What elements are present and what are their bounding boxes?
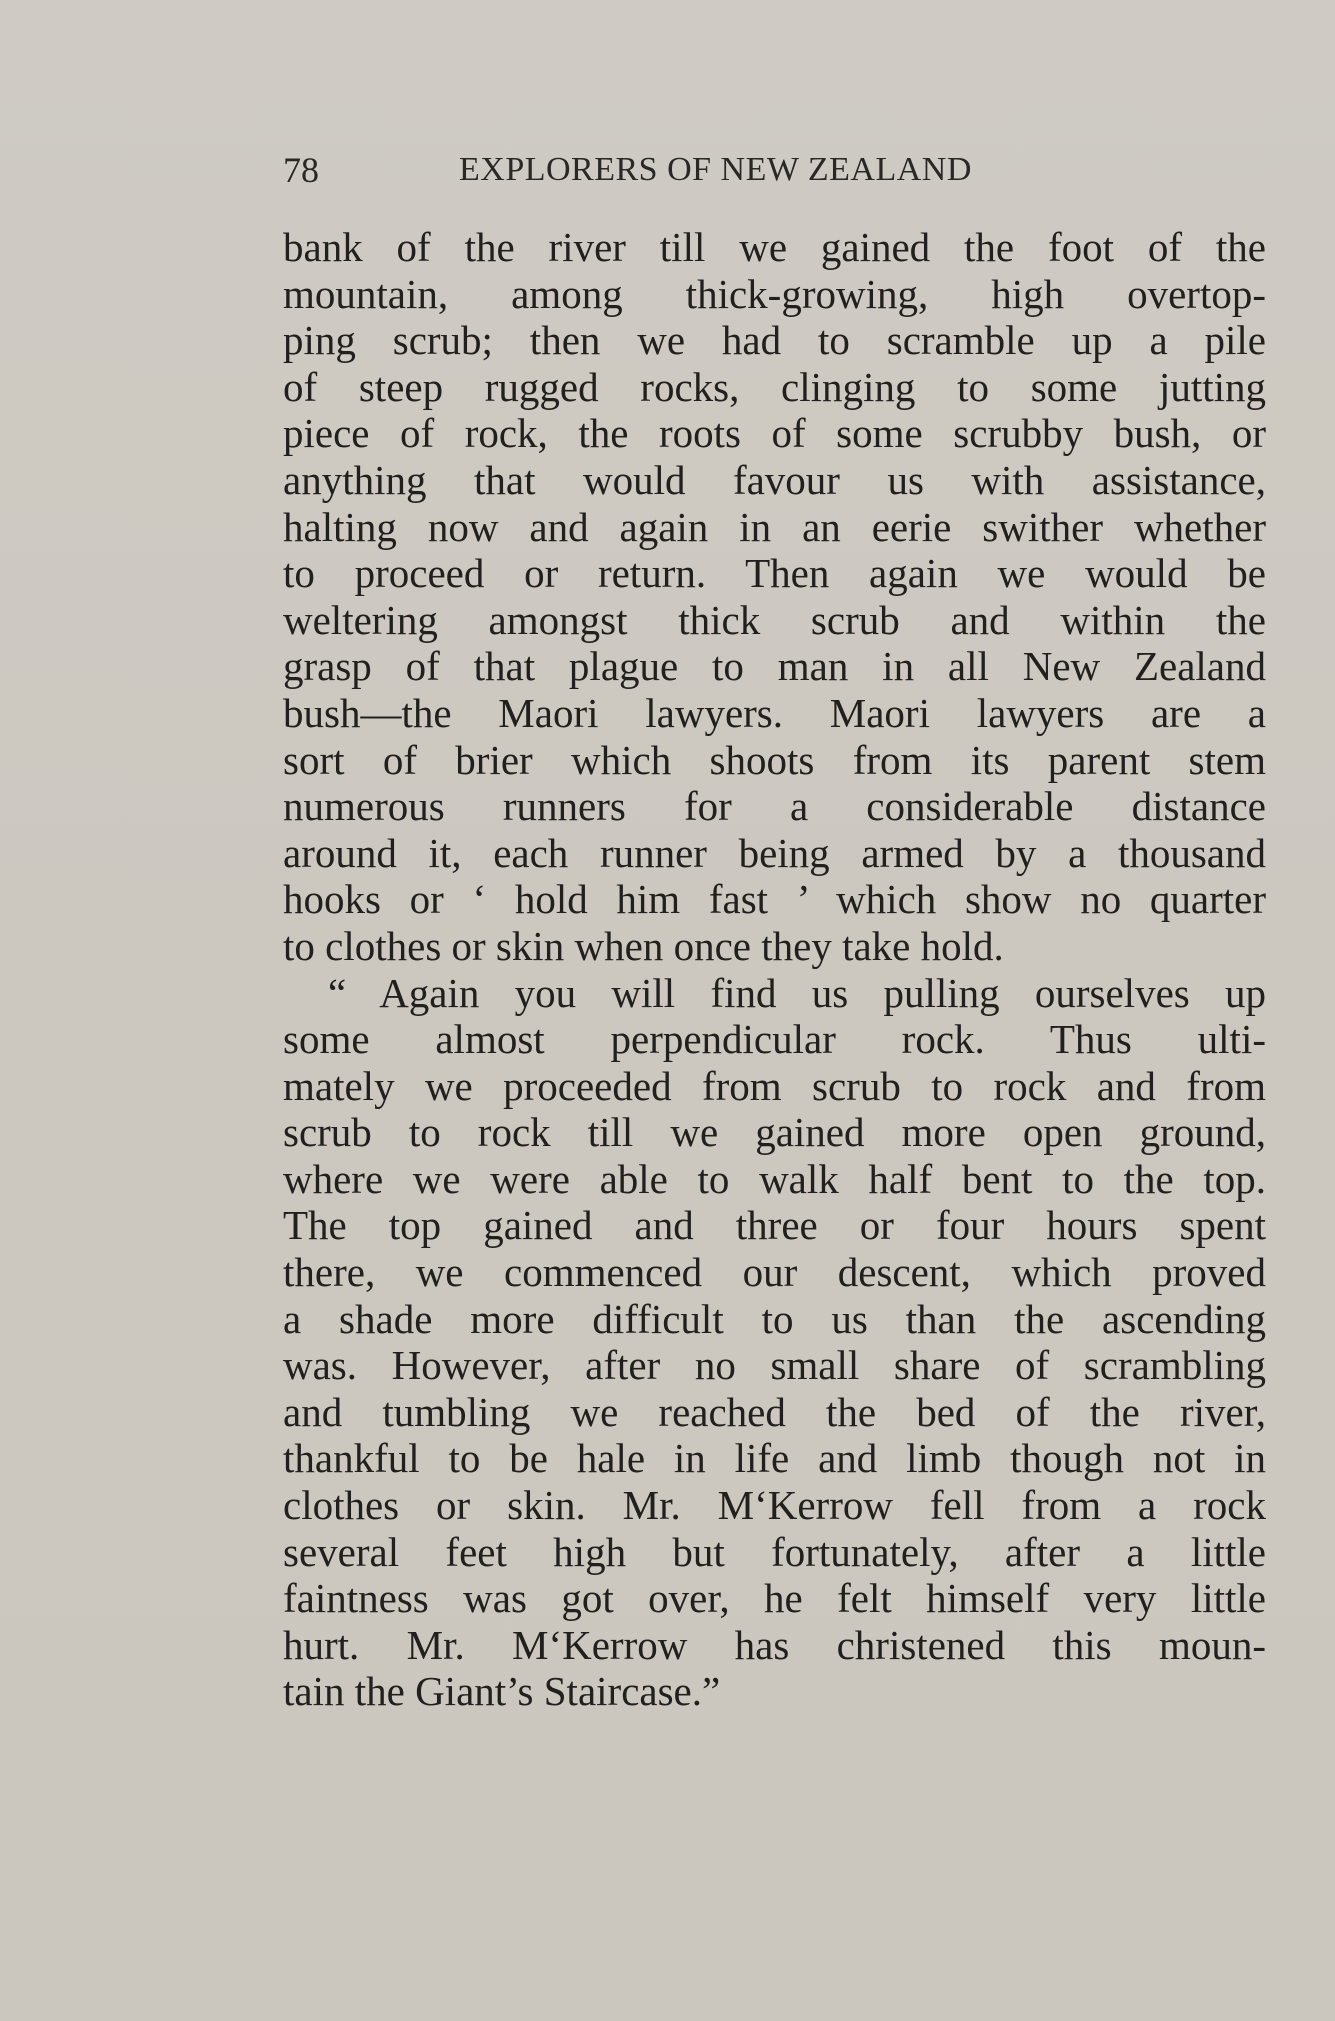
- text-line: clothes or skin. Mr. M‘Kerrow fell from a rock: [283, 1482, 1266, 1529]
- text-line: where we were able to walk half bent to the top.: [283, 1155, 1266, 1202]
- text-line: grasp of that plague to man in all New Zealand: [283, 643, 1266, 690]
- text-line: around it, each runner being armed by a thousand: [283, 829, 1266, 876]
- text-line: bank of the river till we gained the foot of the: [283, 224, 1266, 270]
- text-line: piece of rock, the roots of some scrubby bush, or: [283, 410, 1266, 457]
- text-line: of steep rugged rocks, clinging to some jutting: [283, 363, 1266, 410]
- text-line: and tumbling we reached the bed of the river,: [283, 1388, 1266, 1435]
- text-line: scrub to rock till we gained more open ground,: [283, 1109, 1266, 1156]
- text-line: The top gained and three or four hours spent: [283, 1202, 1266, 1249]
- text-line: there, we commenced our descent, which proved: [283, 1249, 1266, 1296]
- text-line: to proceed or return. Then again we would be: [283, 550, 1266, 597]
- text-line: was. However, after no small share of scrambling: [283, 1342, 1266, 1389]
- text-line: a shade more difficult to us than the ascending: [283, 1295, 1266, 1342]
- text-line: numerous runners for a considerable distance: [283, 783, 1266, 830]
- text-line: ping scrub; then we had to scramble up a pile: [283, 317, 1266, 364]
- text-line: hurt. Mr. M‘Kerrow has christened this moun-: [283, 1621, 1266, 1668]
- text-line: some almost perpendicular rock. Thus ulti-: [283, 1016, 1266, 1063]
- text-line: hooks or ‘ hold him fast ’ which show no quarter: [283, 876, 1266, 923]
- text-line: mountain, among thick-growing, high overtop-: [283, 270, 1266, 317]
- page-number: 78: [283, 150, 319, 190]
- text-line: mately we proceeded from scrub to rock and from: [283, 1062, 1266, 1109]
- text-line: to clothes or skin when once they take hold.: [283, 922, 1004, 969]
- text-line: anything that would favour us with assistance,: [283, 456, 1266, 503]
- text-line: bush—the Maori lawyers. Maori lawyers are a: [283, 689, 1266, 736]
- text-line: weltering amongst thick scrub and within the: [283, 596, 1266, 643]
- text-line: tain the Giant’s Staircase.”: [283, 1668, 721, 1715]
- text-line: sort of brier which shoots from its parent stem: [283, 736, 1266, 783]
- text-line: halting now and again in an eerie swither whether: [283, 503, 1266, 550]
- text-line: faintness was got over, he felt himself very little: [283, 1575, 1266, 1622]
- body-text: [283, 224, 1273, 1715]
- text-line: “ Again you will find us pulling ourselves up: [328, 969, 1266, 1016]
- running-head: EXPLORERS OF NEW ZEALAND: [459, 151, 972, 188]
- page-header: [283, 148, 1095, 196]
- text-line: thankful to be hale in life and limb though not in: [283, 1435, 1266, 1482]
- text-line: several feet high but fortunately, after a little: [283, 1528, 1266, 1575]
